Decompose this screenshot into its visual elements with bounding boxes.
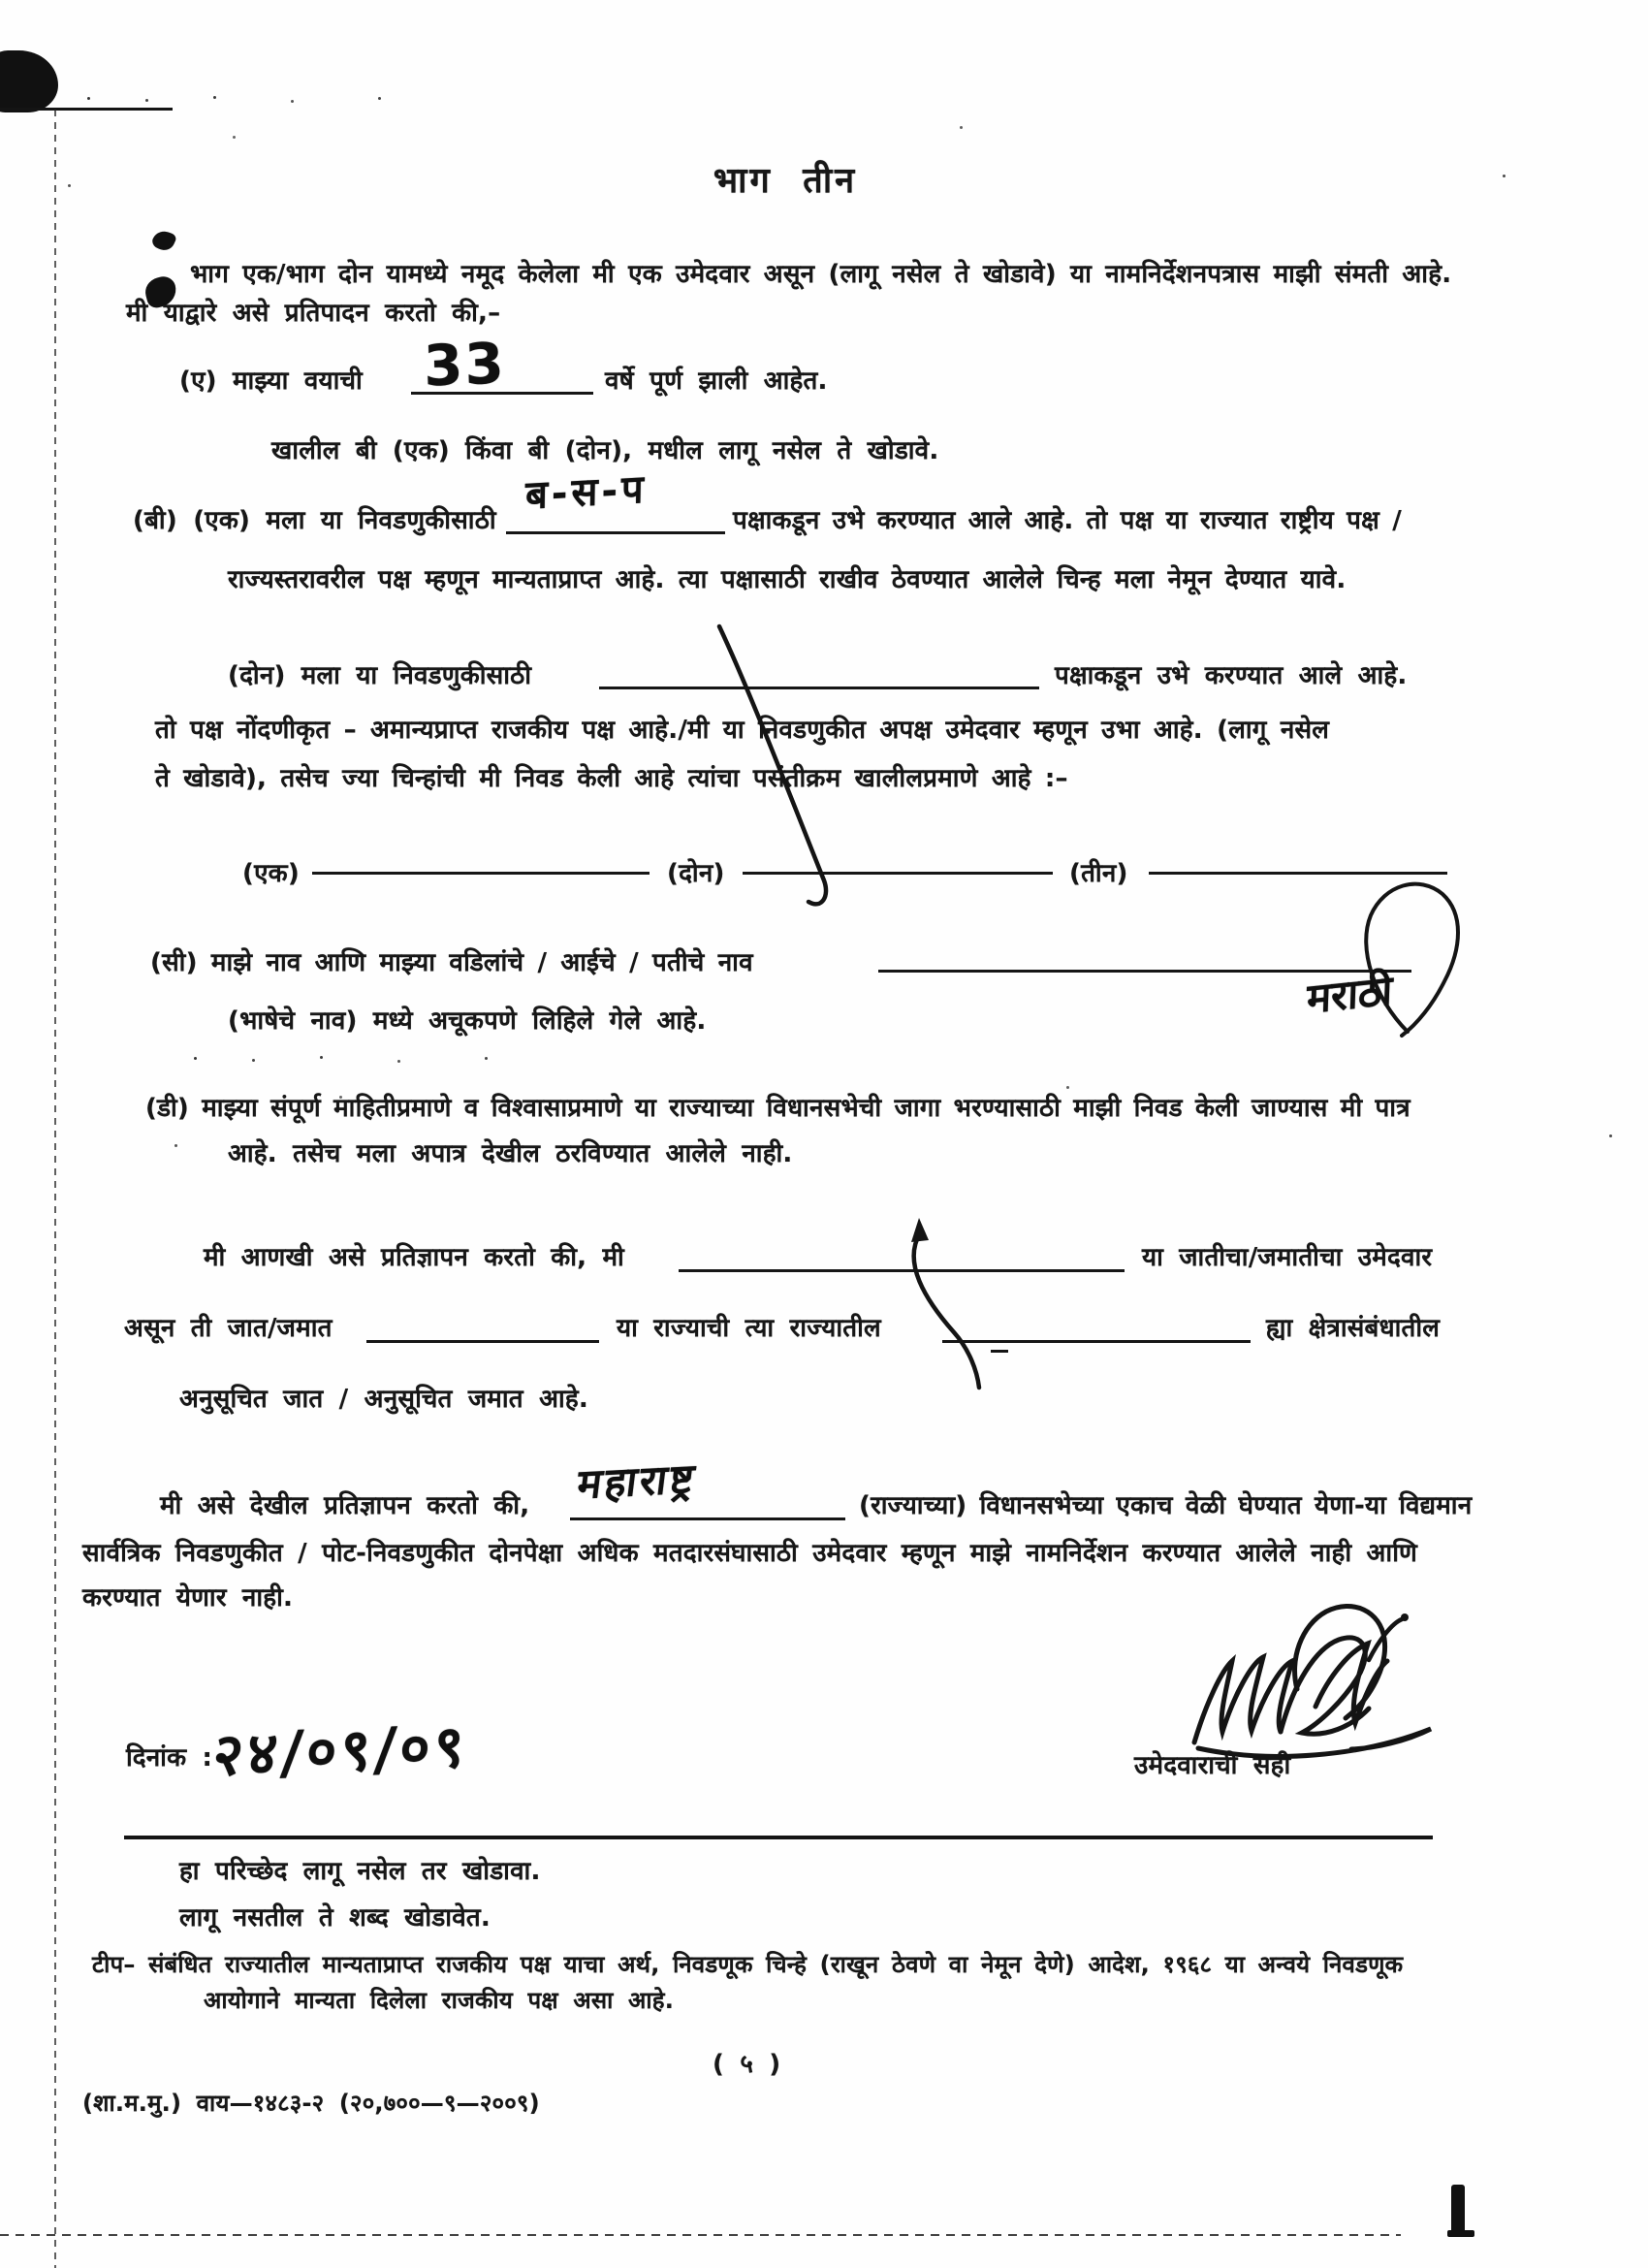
caste-fill-line [366,1340,599,1343]
handwritten-state: महाराष्ट्र [574,1453,700,1509]
symbol-three-label: (तीन) [1069,859,1128,888]
clause-c-line2: (भाषेचे नाव) मध्ये अचूकपणे लिहिले गेले आहे. [228,1006,707,1036]
intro-line-1: भाग एक/भाग दोन यामध्ये नमूद केलेला मी एक उमेदवार असून (लागू नसेल ते खोडावे) या नामनिर्देशनपत्रास माझी संमती आहे. [190,260,1452,289]
party2-fill-line [599,687,1039,689]
clause-d-line1: (डी) माझ्या संपूर्ण माहितीप्रमाणे व विश्वासाप्रमाणे या राज्याच्या विधानसभेची जागा भरण्यासाठी माझी निवड केली जाण्यास मी पात्र [145,1094,1410,1123]
clause-c-pre: (सी) माझे नाव आणि माझ्या वडिलांचे / आईचे / पतीचे नाव [150,948,753,977]
candidate-signature [1194,1607,1431,1757]
strike-arrowhead [911,1218,929,1242]
footnote-divider-rule [124,1836,1433,1839]
scan-noise-specks [87,97,90,100]
ink-mark-1 [150,227,177,253]
symbol-two-label: (दोन) [667,859,725,888]
age-fill-line [411,392,593,395]
clause-a-post: वर्षे पूर्ण झाली आहेत. [605,367,828,396]
strike-through-mark-2 [914,1233,979,1388]
handwritten-date: २४/०९/०९ [210,1712,471,1790]
caste-line2-post: ह्या क्षेत्रासंबंधातील [1266,1314,1441,1343]
bottom-scan-line [0,2234,1401,2236]
signature-caption: उमेदवाराची सही [1134,1751,1291,1780]
clause-b2-post: पक्षाकडून उभे करण्यात आले आहे. [1055,661,1408,690]
party-fill-line [506,531,725,534]
footnote-1: हा परिच्छेद लागू नसेल तर खोडावा. [179,1857,541,1886]
scan-edge-line-horizontal [0,108,173,111]
stray-dash-mark [991,1350,1008,1353]
scan-noise-specks-2 [194,1057,197,1060]
handwritten-party: ब-स-प [524,466,649,519]
print-code: (शा.म.मु.) वाय—१४८३-२ (२०,७००—९—२००९) [82,2090,540,2117]
tip-line-2: आयोगाने मान्यता दिलेला राजकीय पक्ष असा आहे. [204,1987,675,2014]
caste-line2-pre: असून ती जात/जमात [124,1314,333,1343]
clause-b2-line2: तो पक्ष नोंदणीकृत – अमान्यप्राप्त राजकीय पक्ष आहे./मी या निवडणुकीत अपक्ष उमेदवार म्हणून उभा आहे. (लागू नसेल [155,716,1330,745]
intro-line-2: मी याद्वारे असे प्रतिपादन करतो की,– [126,299,501,328]
symbol-one-label: (एक) [242,859,300,888]
symbol-two-fill-line [743,872,1053,875]
caste-name-fill-line [679,1269,1125,1272]
bottom-right-pen-mark-foot [1447,2230,1474,2237]
scan-corner-artifact [0,50,58,112]
footnote-2: लागू नसतील ते शब्द खोडावेत. [179,1903,491,1933]
clause-b1-pre: (बी) (एक) मला या निवडणुकीसाठी [133,506,496,535]
symbol-one-fill-line [312,872,650,875]
date-label: दिनांक : [126,1743,213,1773]
symbol-three-fill-line [1149,872,1447,875]
caste-line2-mid: या राज्याची त्या राज्यातील [617,1314,881,1343]
caste-line1-post: या जातीचा/जमातीचा उमेदवार [1142,1243,1433,1272]
caste-line1-pre: मी आणखी असे प्रतिज्ञापन करतो की, मी [204,1243,624,1272]
caste-line3: अनुसूचित जात / अनुसूचित जमात आहे. [179,1385,588,1414]
state-name-fill-line [570,1517,845,1520]
final-decl-line3: करण्यात येणार नाही. [82,1583,294,1613]
page-number: ( ५ ) [713,2050,781,2079]
bottom-right-pen-mark [1451,2185,1465,2237]
handwritten-age: 33 [422,330,507,399]
clause-b2-line3: ते खोडावे), तसेच ज्या चिन्हांची मी निवड केली आहे त्यांचा पसंतीक्रम खालीलप्रमाणे आहे :– [155,764,1068,793]
final-decl-line2: सार्वत्रिक निवडणुकीत / पोट-निवडणुकीत दोनपेक्षा अधिक मतदारसंघासाठी उमेदवार म्हणून माझे नामनिर्देशन करण्यात आलेले नाही आणि [82,1539,1418,1568]
clause-b1-post: पक्षाकडून उभे करण्यात आले आहे. तो पक्ष या राज्यात राष्ट्रीय पक्ष / [733,506,1402,535]
page-title: भाग तीन [713,161,858,201]
final-decl-pre: मी असे देखील प्रतिज्ञापन करतो की, [160,1491,530,1520]
tip-line-1: टीप– संबंधित राज्यातील मान्यताप्राप्त राजकीय पक्ष याचा अर्थ, निवडणूक चिन्हे (राखून ठेवणे वा नेमून देणे) आदेश, १९६८ या अन्वये निवडणूक [92,1951,1404,1978]
final-decl-post: (राज्याच्या) विधानसभेच्या एकाच वेळी घेण्यात येणा-या विद्यमान [859,1491,1473,1520]
strike-note: खालील बी (एक) किंवा बी (दोन), मधील लागू नसेल ते खोडावे. [271,436,939,465]
clause-d-line2: आहे. तसेच मला अपात्र देखील ठरविण्यात आलेले नाही. [228,1139,793,1168]
clause-a-pre: (ए) माझ्या वयाची [179,367,363,396]
clause-b1-line2: राज्यस्तरावरील पक्ष म्हणून मान्यताप्राप्त आहे. त्या पक्षासाठी राखीव ठेवण्यात आलेले चिन्ह मला नेमून देण्यात यावे. [228,565,1347,594]
page-fold-line [54,110,56,2268]
state-fill-line [942,1340,1251,1343]
clause-b2-pre: (दोन) मला या निवडणुकीसाठी [228,661,532,690]
handwritten-language: मराठी [1306,966,1394,1023]
